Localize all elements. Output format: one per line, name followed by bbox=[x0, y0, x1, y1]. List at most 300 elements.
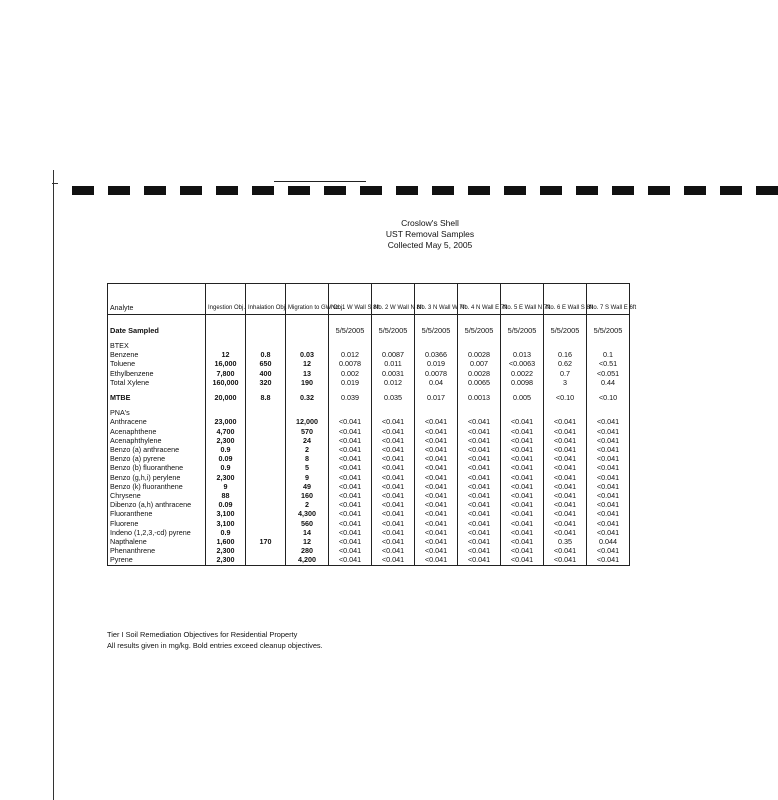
sample-result: <0.041 bbox=[372, 528, 415, 537]
section-heading-row bbox=[108, 408, 630, 417]
sample-result: <0.041 bbox=[587, 509, 630, 518]
empty-cell bbox=[372, 341, 415, 350]
sample-result: <0.041 bbox=[329, 473, 372, 482]
objective-value: 2,300 bbox=[206, 473, 246, 482]
date-sampled-label: Date Sampled bbox=[108, 321, 206, 341]
empty-cell bbox=[372, 408, 415, 417]
sample-result: <0.041 bbox=[458, 482, 501, 491]
objective-value bbox=[246, 509, 286, 518]
sample-result: <0.041 bbox=[372, 500, 415, 509]
sample-result: <0.10 bbox=[544, 393, 587, 402]
analyte-name: Chrysene bbox=[108, 491, 206, 500]
empty-cell bbox=[246, 341, 286, 350]
objective-value: 7,800 bbox=[206, 369, 246, 378]
objective-value: 8.8 bbox=[246, 393, 286, 402]
objective-value: 20,000 bbox=[206, 393, 246, 402]
objective-value bbox=[246, 463, 286, 472]
sample-result: <0.51 bbox=[587, 359, 630, 368]
page-left-rule bbox=[53, 170, 54, 800]
sample-result: <0.041 bbox=[372, 454, 415, 463]
sample-result: <0.041 bbox=[329, 537, 372, 546]
sample-result: <0.041 bbox=[415, 519, 458, 528]
sample-result: 0.0022 bbox=[501, 369, 544, 378]
objective-value bbox=[246, 417, 286, 426]
sample-date: 5/5/2005 bbox=[458, 321, 501, 341]
sample-result: <0.041 bbox=[372, 436, 415, 445]
sample-result: <0.041 bbox=[329, 528, 372, 537]
sample-result: <0.041 bbox=[587, 500, 630, 509]
sample-result: <0.041 bbox=[501, 537, 544, 546]
report-title-block bbox=[368, 218, 492, 251]
objective-value bbox=[246, 473, 286, 482]
sample-result: <0.041 bbox=[458, 427, 501, 436]
sample-result: <0.041 bbox=[544, 427, 587, 436]
empty-cell bbox=[544, 408, 587, 417]
sample-result: <0.041 bbox=[587, 491, 630, 500]
table-row bbox=[108, 350, 630, 359]
objective-value: 8 bbox=[286, 454, 329, 463]
objective-value bbox=[246, 519, 286, 528]
objective-value: 12 bbox=[206, 350, 246, 359]
sample-result: <0.0063 bbox=[501, 359, 544, 368]
date-sampled-row bbox=[108, 321, 630, 341]
footer-note-units: All results given in mg/kg. Bold entries exceed cleanup objectives. bbox=[107, 641, 323, 650]
objective-value bbox=[246, 491, 286, 500]
report-subtitle: UST Removal Samples bbox=[385, 229, 475, 239]
objective-value: 0.9 bbox=[206, 445, 246, 454]
analyte-name: Fluorene bbox=[108, 519, 206, 528]
objective-value: 14 bbox=[286, 528, 329, 537]
sample-result: <0.041 bbox=[415, 537, 458, 546]
sample-result: <0.10 bbox=[587, 393, 630, 402]
objective-value: 570 bbox=[286, 427, 329, 436]
empty-cell bbox=[246, 321, 286, 341]
sample-result: 0.019 bbox=[415, 359, 458, 368]
empty-cell bbox=[246, 408, 286, 417]
empty-cell bbox=[501, 341, 544, 350]
sample-result: <0.041 bbox=[329, 491, 372, 500]
sample-result: 0.035 bbox=[372, 393, 415, 402]
sample-result: <0.041 bbox=[415, 473, 458, 482]
sample-result: <0.041 bbox=[372, 509, 415, 518]
objective-value bbox=[246, 500, 286, 509]
empty-cell bbox=[458, 408, 501, 417]
empty-cell bbox=[415, 408, 458, 417]
sample-result: 0.04 bbox=[415, 378, 458, 387]
sample-result: <0.041 bbox=[458, 417, 501, 426]
sample-result: <0.041 bbox=[415, 482, 458, 491]
sample-date: 5/5/2005 bbox=[372, 321, 415, 341]
analyte-name: Anthracene bbox=[108, 417, 206, 426]
table-row bbox=[108, 463, 630, 472]
sample-result: 0.019 bbox=[329, 378, 372, 387]
sample-result: <0.041 bbox=[544, 528, 587, 537]
sample-result: <0.041 bbox=[329, 463, 372, 472]
sample-result: <0.041 bbox=[544, 445, 587, 454]
empty-cell bbox=[458, 341, 501, 350]
objective-value bbox=[246, 436, 286, 445]
objective-value: 2,300 bbox=[206, 555, 246, 565]
empty-cell bbox=[329, 408, 372, 417]
sample-result: 0.013 bbox=[501, 350, 544, 359]
objective-value: 0.03 bbox=[286, 350, 329, 359]
sample-result: <0.041 bbox=[544, 519, 587, 528]
objective-value: 4,300 bbox=[286, 509, 329, 518]
sample-result: <0.041 bbox=[501, 519, 544, 528]
sample-result: <0.041 bbox=[372, 417, 415, 426]
sample-result: <0.041 bbox=[501, 546, 544, 555]
sample-result: 3 bbox=[544, 378, 587, 387]
sample-result: 0.35 bbox=[544, 537, 587, 546]
sample-result: <0.041 bbox=[501, 463, 544, 472]
objective-value: 560 bbox=[286, 519, 329, 528]
sample-result: <0.041 bbox=[329, 445, 372, 454]
sample-date: 5/5/2005 bbox=[544, 321, 587, 341]
sample-result: 0.0031 bbox=[372, 369, 415, 378]
objective-value: 49 bbox=[286, 482, 329, 491]
margin-tick bbox=[52, 183, 58, 184]
thin-rule bbox=[274, 181, 366, 182]
sample-result: <0.041 bbox=[372, 537, 415, 546]
analyte-name: Indeno (1,2,3,-cd) pyrene bbox=[108, 528, 206, 537]
sample-result: <0.041 bbox=[372, 427, 415, 436]
column-header: No. 7 S Wall E 6ft bbox=[587, 284, 630, 315]
table-header-row bbox=[108, 284, 630, 315]
sample-result: <0.041 bbox=[329, 436, 372, 445]
objective-value: 0.8 bbox=[246, 350, 286, 359]
sample-result: <0.041 bbox=[458, 537, 501, 546]
sample-result: <0.041 bbox=[329, 546, 372, 555]
objective-value: 190 bbox=[286, 378, 329, 387]
sample-result: <0.041 bbox=[458, 528, 501, 537]
analyte-name: Dibenzo (a,h) anthracene bbox=[108, 500, 206, 509]
objective-value: 0.09 bbox=[206, 454, 246, 463]
objective-value: 5 bbox=[286, 463, 329, 472]
sample-result: <0.041 bbox=[544, 417, 587, 426]
objective-value: 650 bbox=[246, 359, 286, 368]
sample-result: <0.041 bbox=[501, 417, 544, 426]
table-row bbox=[108, 555, 630, 565]
sample-result: <0.041 bbox=[372, 473, 415, 482]
sample-result: <0.041 bbox=[458, 555, 501, 565]
sample-result: 0.0078 bbox=[415, 369, 458, 378]
sample-result: 0.012 bbox=[372, 378, 415, 387]
objective-value: 170 bbox=[246, 537, 286, 546]
sample-result: 0.012 bbox=[329, 350, 372, 359]
sample-result: <0.041 bbox=[544, 555, 587, 565]
sample-result: <0.041 bbox=[372, 482, 415, 491]
sample-result: <0.041 bbox=[415, 500, 458, 509]
sample-result: <0.041 bbox=[544, 491, 587, 500]
objective-value: 160,000 bbox=[206, 378, 246, 387]
sample-result: <0.041 bbox=[415, 436, 458, 445]
objective-value bbox=[246, 454, 286, 463]
sample-result: 0.62 bbox=[544, 359, 587, 368]
objective-value bbox=[246, 427, 286, 436]
table-row bbox=[108, 500, 630, 509]
sample-result: <0.041 bbox=[501, 500, 544, 509]
sample-result: <0.041 bbox=[501, 427, 544, 436]
empty-cell bbox=[286, 341, 329, 350]
sample-result: <0.041 bbox=[587, 528, 630, 537]
analyte-name: Benzo (a) anthracene bbox=[108, 445, 206, 454]
objective-value: 2 bbox=[286, 445, 329, 454]
empty-cell bbox=[415, 341, 458, 350]
objective-value bbox=[246, 445, 286, 454]
sample-result: <0.041 bbox=[587, 482, 630, 491]
table-row bbox=[108, 359, 630, 368]
objective-value bbox=[246, 528, 286, 537]
table-row bbox=[108, 378, 630, 387]
sample-result: <0.041 bbox=[501, 454, 544, 463]
sample-result: <0.041 bbox=[329, 519, 372, 528]
column-header: No. 5 E Wall N 7ft bbox=[501, 284, 544, 315]
sample-result: 0.044 bbox=[587, 537, 630, 546]
sample-result: 0.0028 bbox=[458, 369, 501, 378]
empty-cell bbox=[286, 408, 329, 417]
sample-result: 0.017 bbox=[415, 393, 458, 402]
sample-result: <0.041 bbox=[415, 427, 458, 436]
sample-result: <0.041 bbox=[329, 555, 372, 565]
objective-value: 12 bbox=[286, 537, 329, 546]
sample-result: <0.041 bbox=[501, 528, 544, 537]
sample-result: <0.041 bbox=[329, 509, 372, 518]
dashed-separator bbox=[72, 186, 618, 198]
table-row bbox=[108, 482, 630, 491]
objective-value: 2,300 bbox=[206, 546, 246, 555]
analyte-name: Fluoranthene bbox=[108, 509, 206, 518]
sample-result: 0.039 bbox=[329, 393, 372, 402]
analyte-name: Acenaphthene bbox=[108, 427, 206, 436]
table-row bbox=[108, 454, 630, 463]
analyte-name: Ethylbenzene bbox=[108, 369, 206, 378]
sample-result: 0.005 bbox=[501, 393, 544, 402]
objective-value: 2 bbox=[286, 500, 329, 509]
sample-result: <0.041 bbox=[587, 417, 630, 426]
sample-result: <0.041 bbox=[415, 454, 458, 463]
empty-cell bbox=[501, 408, 544, 417]
sample-result: <0.041 bbox=[458, 509, 501, 518]
results-table bbox=[107, 283, 637, 566]
objective-value: 23,000 bbox=[206, 417, 246, 426]
sample-result: <0.041 bbox=[501, 555, 544, 565]
objective-value: 0.9 bbox=[206, 528, 246, 537]
table-row bbox=[108, 436, 630, 445]
table-row bbox=[108, 393, 630, 402]
objective-value: 4,200 bbox=[286, 555, 329, 565]
sample-result: <0.041 bbox=[458, 454, 501, 463]
section-heading-row bbox=[108, 341, 630, 350]
table-row bbox=[108, 417, 630, 426]
table-row bbox=[108, 473, 630, 482]
objective-value bbox=[246, 555, 286, 565]
table-row bbox=[108, 509, 630, 518]
sample-date: 5/5/2005 bbox=[329, 321, 372, 341]
sample-result: <0.041 bbox=[329, 482, 372, 491]
empty-cell bbox=[286, 321, 329, 341]
sample-result: <0.041 bbox=[415, 491, 458, 500]
sample-result: <0.041 bbox=[458, 473, 501, 482]
sample-result: 0.0366 bbox=[415, 350, 458, 359]
empty-cell bbox=[587, 341, 630, 350]
objective-value: 280 bbox=[286, 546, 329, 555]
objective-value: 320 bbox=[246, 378, 286, 387]
sample-result: <0.041 bbox=[415, 546, 458, 555]
footer-note-objectives: Tier I Soil Remediation Objectives for Residential Property bbox=[107, 630, 298, 639]
table-row bbox=[108, 537, 630, 546]
sample-date: 5/5/2005 bbox=[587, 321, 630, 341]
sample-result: 0.0087 bbox=[372, 350, 415, 359]
sample-result: <0.041 bbox=[544, 454, 587, 463]
analyte-name: Toluene bbox=[108, 359, 206, 368]
sample-result: <0.041 bbox=[458, 519, 501, 528]
sample-result: <0.041 bbox=[587, 473, 630, 482]
sample-result: <0.041 bbox=[458, 463, 501, 472]
sample-result: 0.0098 bbox=[501, 378, 544, 387]
objective-value: 0.9 bbox=[206, 463, 246, 472]
sample-result: <0.041 bbox=[458, 500, 501, 509]
sample-result: <0.041 bbox=[329, 500, 372, 509]
sample-result: <0.041 bbox=[501, 445, 544, 454]
sample-result: 0.0078 bbox=[329, 359, 372, 368]
table-body bbox=[108, 315, 630, 566]
objective-value: 24 bbox=[286, 436, 329, 445]
sample-result: <0.041 bbox=[544, 463, 587, 472]
sample-result: <0.041 bbox=[587, 555, 630, 565]
sample-result: <0.041 bbox=[501, 473, 544, 482]
section-heading: BTEX bbox=[108, 341, 206, 350]
empty-cell bbox=[206, 321, 246, 341]
sample-result: <0.051 bbox=[587, 369, 630, 378]
objective-value: 3,100 bbox=[206, 519, 246, 528]
table-row bbox=[108, 491, 630, 500]
empty-cell bbox=[206, 341, 246, 350]
sample-result: <0.041 bbox=[415, 528, 458, 537]
analyte-name: Pyrene bbox=[108, 555, 206, 565]
analyte-name: Benzo (a) pyrene bbox=[108, 454, 206, 463]
sample-result: <0.041 bbox=[544, 546, 587, 555]
sample-result: <0.041 bbox=[587, 519, 630, 528]
sample-result: <0.041 bbox=[458, 436, 501, 445]
analyte-name: Benzo (k) fluoranthene bbox=[108, 482, 206, 491]
sample-result: <0.041 bbox=[458, 491, 501, 500]
report-title: Croslow's Shell bbox=[401, 218, 459, 228]
sample-result: <0.041 bbox=[372, 491, 415, 500]
empty-cell bbox=[329, 341, 372, 350]
sample-result: 0.002 bbox=[329, 369, 372, 378]
sample-result: <0.041 bbox=[587, 454, 630, 463]
sample-result: <0.041 bbox=[415, 463, 458, 472]
empty-cell bbox=[587, 408, 630, 417]
sample-result: <0.041 bbox=[329, 417, 372, 426]
sample-result: <0.041 bbox=[587, 436, 630, 445]
empty-cell bbox=[206, 408, 246, 417]
objective-value: 4,700 bbox=[206, 427, 246, 436]
sample-result: 0.44 bbox=[587, 378, 630, 387]
column-header: No. 3 N Wall W 7ft bbox=[415, 284, 458, 315]
table-row bbox=[108, 445, 630, 454]
objective-value: 3,100 bbox=[206, 509, 246, 518]
column-header: No. 2 W Wall N 8ft bbox=[372, 284, 415, 315]
sample-result: 0.0013 bbox=[458, 393, 501, 402]
sample-result: <0.041 bbox=[415, 509, 458, 518]
column-header: No. 6 E Wall S 8ft bbox=[544, 284, 587, 315]
analyte-name: MTBE bbox=[108, 393, 206, 402]
sample-result: <0.041 bbox=[501, 482, 544, 491]
analyte-name: Napthalene bbox=[108, 537, 206, 546]
sample-result: <0.041 bbox=[544, 482, 587, 491]
section-heading: PNA's bbox=[108, 408, 206, 417]
table-row bbox=[108, 519, 630, 528]
column-header: Migration to GW Obj. bbox=[286, 284, 329, 315]
sample-result: <0.041 bbox=[415, 555, 458, 565]
sample-result: <0.041 bbox=[372, 445, 415, 454]
column-header: No. 1 W Wall S 8ft bbox=[329, 284, 372, 315]
objective-value: 12,000 bbox=[286, 417, 329, 426]
sample-result: <0.041 bbox=[372, 463, 415, 472]
sample-result: 0.16 bbox=[544, 350, 587, 359]
objective-value: 1,600 bbox=[206, 537, 246, 546]
objective-value: 400 bbox=[246, 369, 286, 378]
sample-result: <0.041 bbox=[501, 509, 544, 518]
analyte-name: Acenaphthylene bbox=[108, 436, 206, 445]
table-row bbox=[108, 528, 630, 537]
sample-result: <0.041 bbox=[544, 473, 587, 482]
footer-notes bbox=[107, 629, 323, 651]
objective-value: 160 bbox=[286, 491, 329, 500]
sample-result: <0.041 bbox=[544, 436, 587, 445]
sample-result: 0.1 bbox=[587, 350, 630, 359]
sample-result: <0.041 bbox=[372, 519, 415, 528]
sample-result: <0.041 bbox=[415, 445, 458, 454]
analyte-name: Benzo (b) fluoranthene bbox=[108, 463, 206, 472]
report-collected-date: Collected May 5, 2005 bbox=[387, 240, 473, 250]
column-header: Ingestion Obj. bbox=[206, 284, 246, 315]
objective-value: 0.09 bbox=[206, 500, 246, 509]
objective-value: 13 bbox=[286, 369, 329, 378]
empty-cell bbox=[544, 341, 587, 350]
sample-result: <0.041 bbox=[329, 454, 372, 463]
sample-result: <0.041 bbox=[587, 427, 630, 436]
sample-result: <0.041 bbox=[544, 500, 587, 509]
objective-value: 2,300 bbox=[206, 436, 246, 445]
objective-value: 9 bbox=[206, 482, 246, 491]
sample-result: <0.041 bbox=[501, 436, 544, 445]
sample-result: <0.041 bbox=[544, 509, 587, 518]
table-row bbox=[108, 369, 630, 378]
sample-result: 0.007 bbox=[458, 359, 501, 368]
sample-result: <0.041 bbox=[372, 546, 415, 555]
analyte-name: Total Xylene bbox=[108, 378, 206, 387]
analyte-name: Benzene bbox=[108, 350, 206, 359]
sample-result: 0.0028 bbox=[458, 350, 501, 359]
sample-result: 0.0065 bbox=[458, 378, 501, 387]
table-row bbox=[108, 546, 630, 555]
sample-result: <0.041 bbox=[415, 417, 458, 426]
sample-result: <0.041 bbox=[372, 555, 415, 565]
objective-value bbox=[246, 546, 286, 555]
objective-value: 88 bbox=[206, 491, 246, 500]
objective-value: 12 bbox=[286, 359, 329, 368]
sample-result: <0.041 bbox=[329, 427, 372, 436]
objective-value bbox=[246, 482, 286, 491]
sample-result: 0.7 bbox=[544, 369, 587, 378]
objective-value: 16,000 bbox=[206, 359, 246, 368]
column-header: Analyte bbox=[108, 284, 206, 315]
sample-result: <0.041 bbox=[501, 491, 544, 500]
objective-value: 0.32 bbox=[286, 393, 329, 402]
sample-result: <0.041 bbox=[587, 445, 630, 454]
